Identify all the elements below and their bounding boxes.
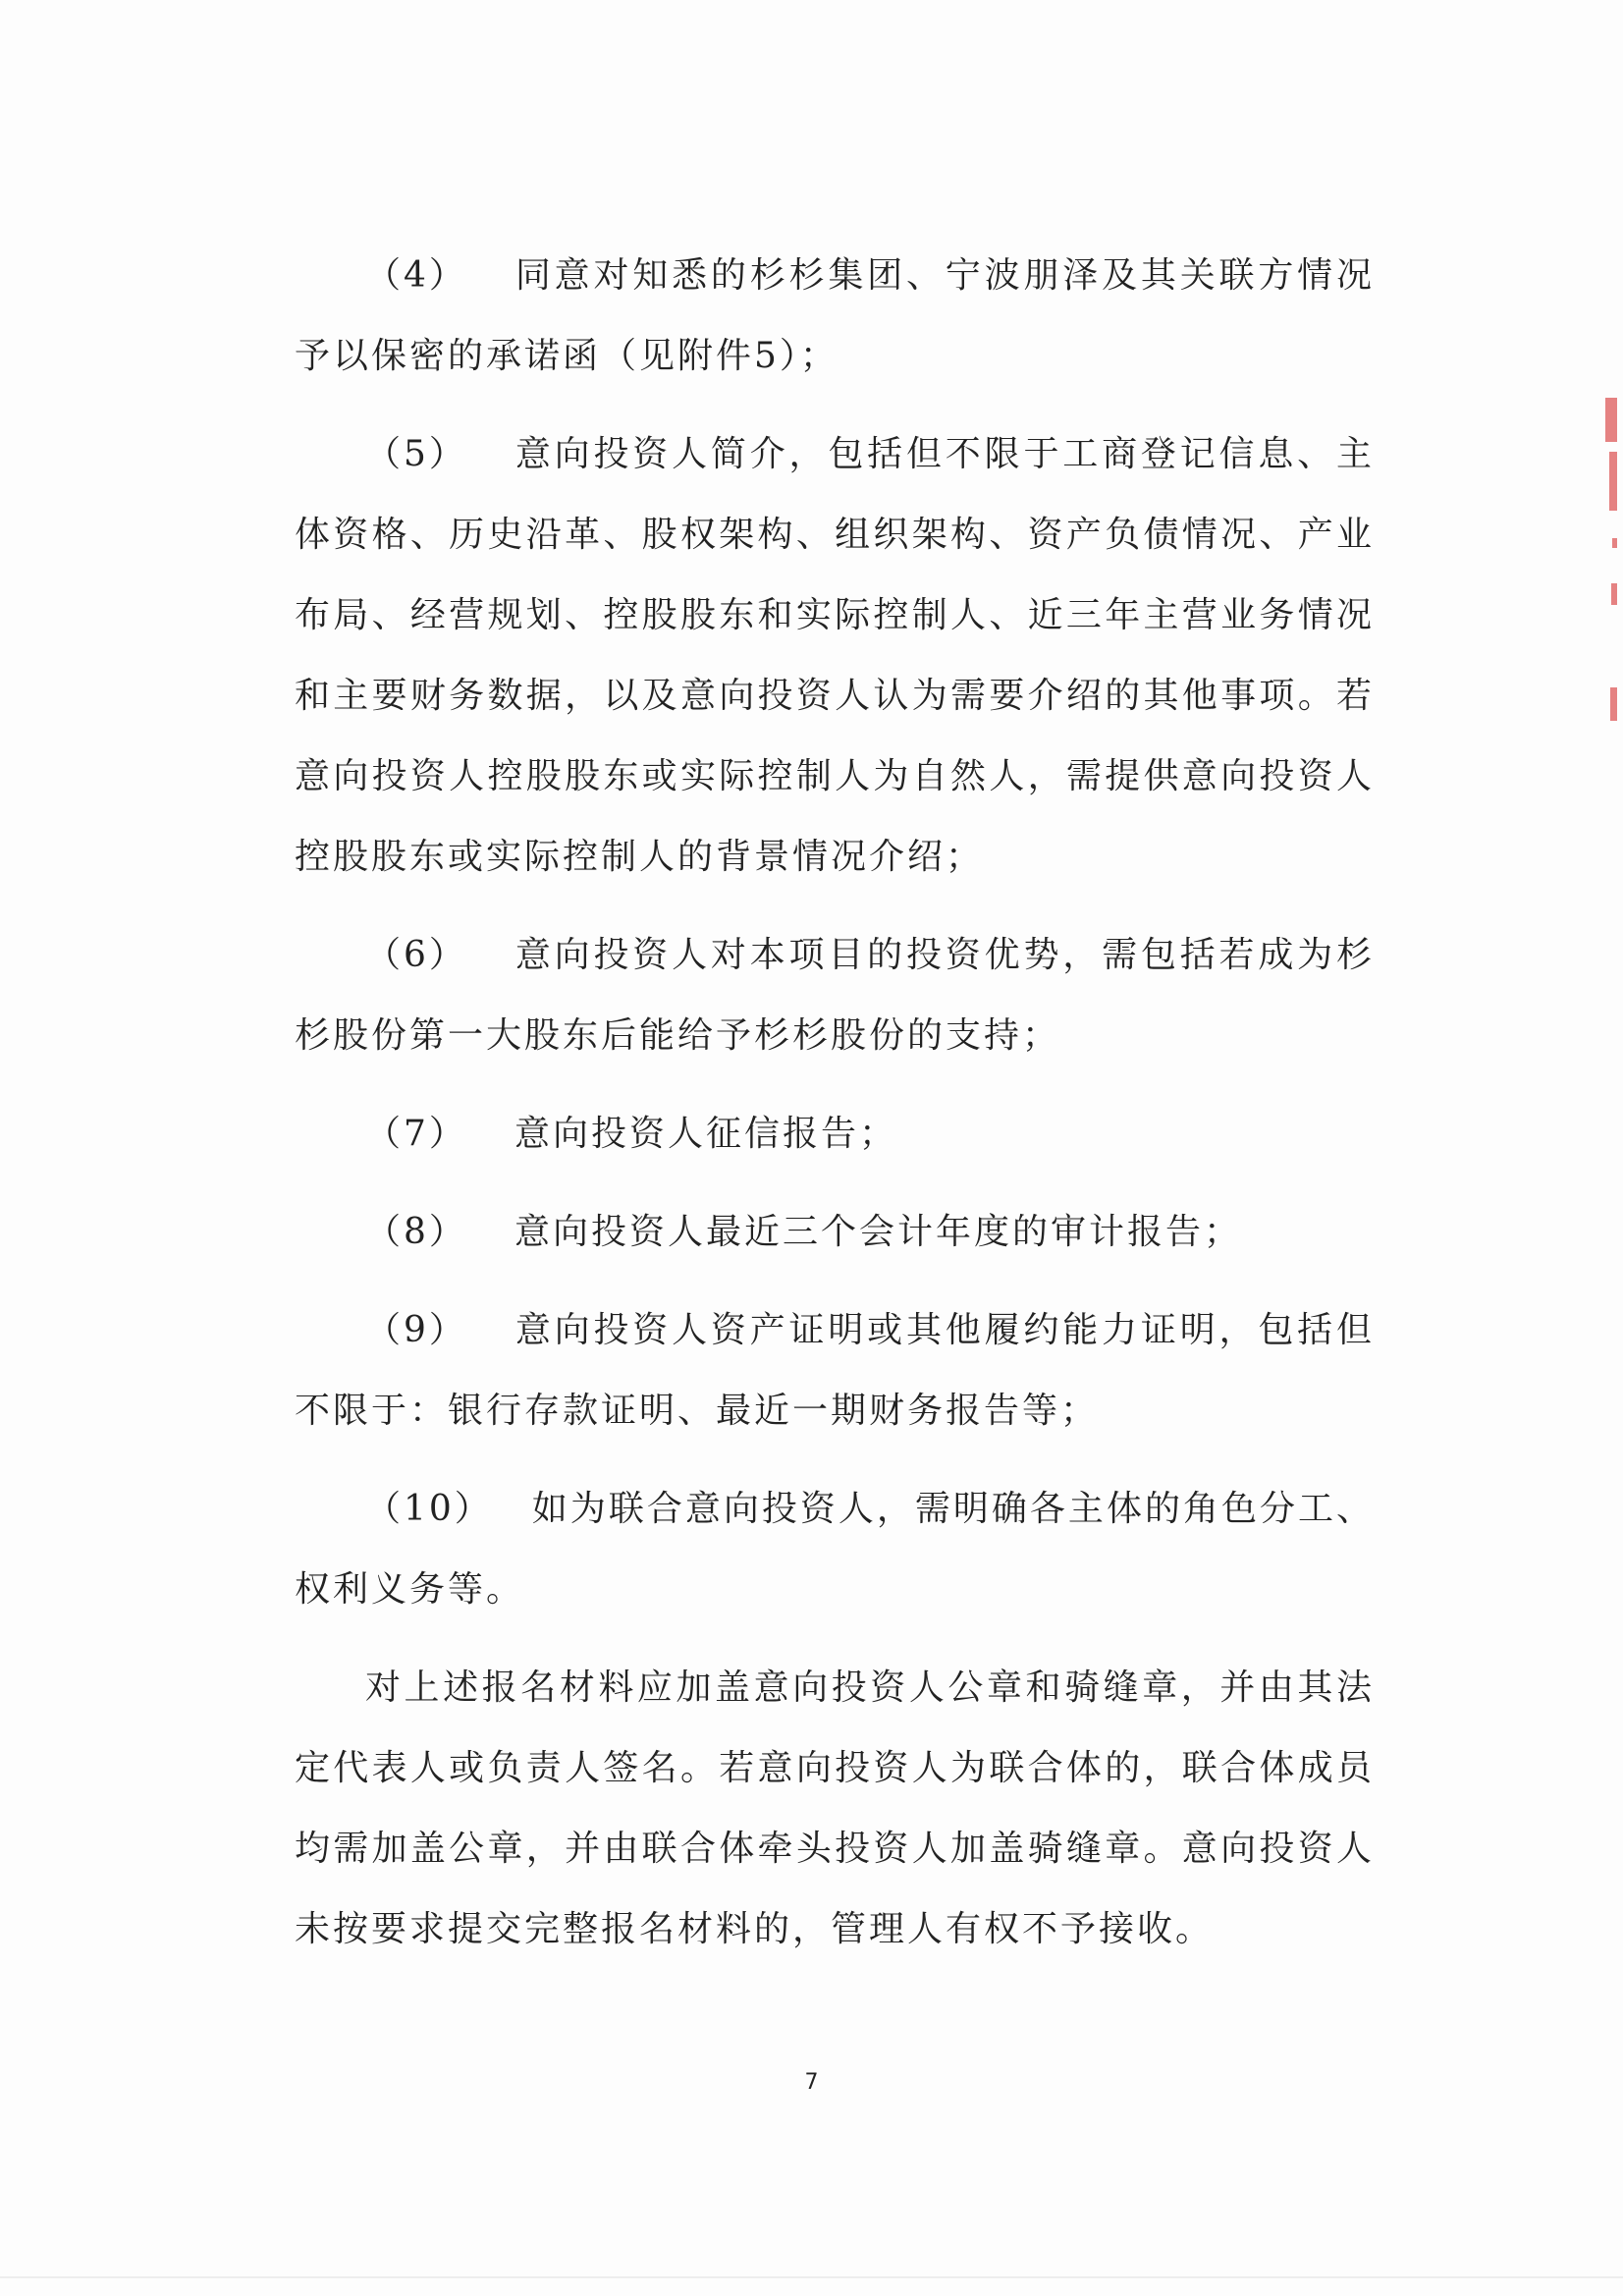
list-item bbox=[295, 915, 1375, 1076]
list-item-text: 同意对知悉的杉杉集团、宁波朋泽及其关联方情况予以保密的承诺函（见附件5）； bbox=[295, 255, 1375, 376]
seal-edge-mark bbox=[1611, 583, 1617, 605]
list-item-number: （10） bbox=[365, 1489, 493, 1529]
list-item-number: （5） bbox=[365, 434, 467, 474]
list-item-text: 如为联合意向投资人，需明确各主体的角色分工、权利义务等。 bbox=[295, 1489, 1375, 1610]
seal-edge-mark bbox=[1605, 398, 1617, 442]
seal-edge-mark bbox=[1609, 452, 1617, 511]
list-item bbox=[295, 1290, 1375, 1451]
list-item-text: 意向投资人征信报告； bbox=[514, 1114, 898, 1154]
seal-edge-mark bbox=[1610, 687, 1617, 721]
document-body bbox=[295, 236, 1375, 1988]
list-item bbox=[295, 414, 1375, 898]
list-item-text: 意向投资人对本项目的投资优势，需包括若成为杉杉股份第一大股东后能给予杉杉股份的支持； bbox=[295, 935, 1375, 1056]
list-item-text: 意向投资人资产证明或其他履约能力证明，包括但不限于：银行存款证明、最近一期财务报告等； bbox=[295, 1310, 1375, 1431]
scan-edge-line bbox=[0, 2276, 1623, 2278]
list-item-number: （6） bbox=[365, 935, 467, 975]
list-item bbox=[295, 1192, 1375, 1273]
list-item-number: （4） bbox=[365, 255, 467, 296]
list-item bbox=[295, 236, 1375, 397]
list-item-number: （7） bbox=[365, 1114, 467, 1154]
closing-paragraph: 对上述报名材料应加盖意向投资人公章和骑缝章，并由其法定代表人或负责人签名。若意向投资人为联合体的，联合体成员均需加盖公章，并由联合体牵头投资人加盖骑缝章。意向投资人未按要求提交完整报名材料的，管理人有权不予接收。 bbox=[295, 1667, 1375, 1949]
list-item-number: （9） bbox=[365, 1310, 467, 1350]
list-item bbox=[295, 1469, 1375, 1630]
list-item-text: 意向投资人简介，包括但不限于工商登记信息、主体资格、历史沿革、股权架构、组织架构、资产负债情况、产业布局、经营规划、控股股东和实际控制人、近三年主营业务情况和主要财务数据，以及意向投资人认为需要介绍的其他事项。若意向投资人控股股东或实际控制人为自然人，需提供意向投资人控股股东或实际控制人的背景情况介绍； bbox=[295, 434, 1375, 877]
list-item bbox=[295, 1094, 1375, 1175]
list-item-text: 意向投资人最近三个会计年度的审计报告； bbox=[514, 1212, 1243, 1252]
list-item-number: （8） bbox=[365, 1212, 467, 1252]
seal-edge-mark bbox=[1612, 538, 1617, 548]
page-number: 7 bbox=[804, 2070, 819, 2095]
